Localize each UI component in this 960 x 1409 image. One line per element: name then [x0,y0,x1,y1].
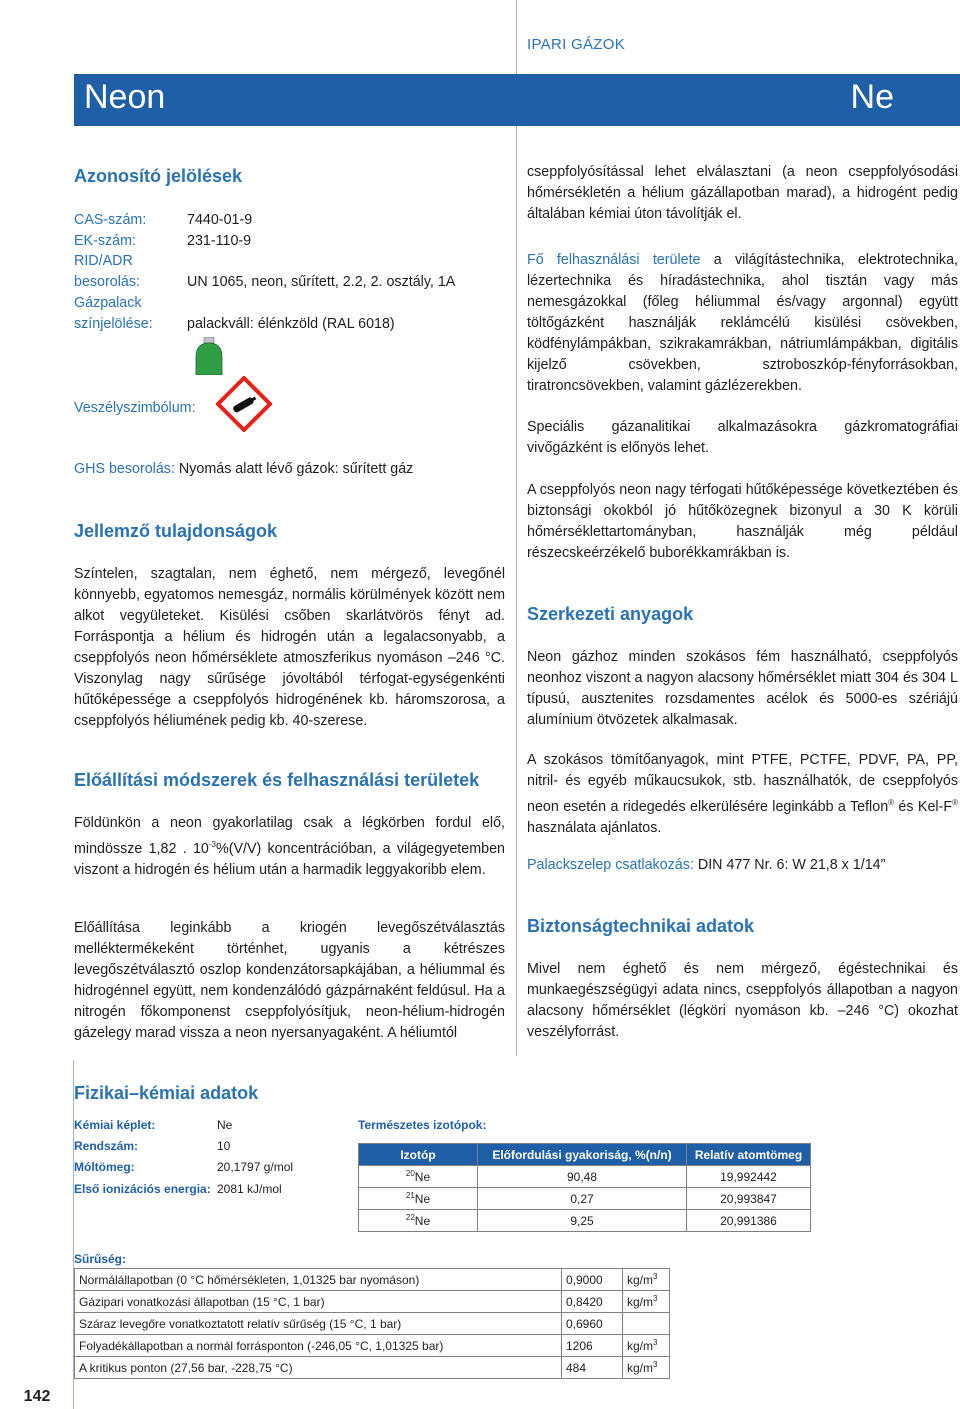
density-value: 0,8420 [562,1291,623,1313]
element-symbol: Ne [850,78,894,116]
density-condition: A kritikus ponton (27,56 bar, -228,75 °C) [75,1357,562,1379]
density-condition: Gázipari vonatkozási állapotban (15 °C, 1 bar) [75,1291,562,1313]
column-divider-line [516,126,517,1056]
density-value: 1206 [562,1335,623,1357]
density-table [74,1268,670,1379]
gas-cylinder-hazard-icon [216,376,272,432]
density-condition: Normálállapotban (0 °C hőmérsékleten, 1,01325 bar nyomáson) [75,1269,562,1291]
formula-label: Kémiai képlet: [74,1118,156,1132]
right-paragraph-3: Speciális gázanalitikai alkalmazásokra gázkromatográfiai vivőgázként is előnyös lehet. [527,419,958,456]
rid-label: RID/ADR [74,253,133,269]
density-title: Sűrűség: [74,1252,127,1266]
gaz-label: Gázpalack [74,295,142,311]
cas-value: 7440-01-9 [187,212,253,228]
density-unit [623,1335,670,1357]
cylinder-shoulder-icon [188,337,230,375]
teflon-reg: ® [888,798,895,807]
table-row [75,1269,670,1291]
isotope-cell [359,1166,478,1188]
right-paragraph-4: A cseppfolyós neon nagy térfogati hűtőképessége következtében és biztonsági okokból jó hűtőközegnek bizonyul a 30 K körüli hőmérséklettartományban, használják még például részecskeérzékelő buborékkamrákban is. [527,482,958,561]
props-heading: Jellemző tulajdonságok [74,521,278,541]
unit-exp: 3 [653,1294,658,1303]
molar-value: 20,1797 g/mol [217,1160,294,1174]
table-row [75,1335,670,1357]
atomic-value: 10 [217,1139,231,1153]
isotope-symbol: Ne [414,1214,431,1228]
molar-label: Móltömeg: [74,1160,135,1174]
ident-heading: Azonosító jelölések [74,166,243,186]
relative-mass-cell: 20,991386 [687,1210,811,1232]
ionization-value: 2081 kJ/mol [217,1182,282,1196]
production-paragraph-1 [74,813,505,881]
iso-col-isotope: Izotóp [359,1144,478,1166]
hazard-label: Veszélyszimbólum: [74,400,196,416]
density-unit [623,1291,670,1313]
page-number: 142 [23,1388,51,1405]
right-paragraph-5: Neon gázhoz minden szokásos fém használható, cseppfolyós neonhoz viszont a nagyon alacsony hőmérséklet miatt 304 és 304 L típusú, ausztenites rozsdamentes acélok és 5000-es szériájú alumínium ötvözetek alkalmasak. [527,649,958,728]
mass-number: 20 [405,1169,415,1178]
table-row [75,1357,670,1379]
density-value: 0,6960 [562,1313,623,1335]
table-row [359,1166,811,1188]
table-row [75,1291,670,1313]
density-value: 0,9000 [562,1269,623,1291]
ek-label: EK-szám: [74,233,136,249]
gaz-label-2: színjelölése: [74,316,153,332]
density-value: 484 [562,1357,623,1379]
seal-text-a: A szokásos tömítőanyagok, mint PTFE, PCTFE, PDVF, PA, PP, nitril- és egyéb műkaucsukok, stb. használhatók, de cseppfolyós neon esetén a ridegedés elkerülésére leginkább a Teflon [527,752,958,815]
kelf-reg: ® [952,798,958,807]
safety-heading: Biztonságtechnikai adatok [527,916,755,936]
production-p1-a: Földünkön a neon gyakorlatilag csak a légkörben fordul elő, mindössze 1,82 [74,815,505,857]
mass-number: 21 [405,1191,415,1200]
struct-heading: Szerkezeti anyagok [527,604,694,624]
abundance-cell: 90,48 [478,1166,687,1188]
rid-label-2: besorolás: [74,274,140,290]
table-row [359,1188,811,1210]
right-paragraph-6 [527,750,958,839]
production-p1-b: %(V/V) koncentrációban, a világegyetemben viszont a hidrogén és hélium után a harmadik leggyakoribb elem. [74,840,505,878]
category-label: IPARI GÁZOK [527,36,626,53]
production-paragraph-2: Előállítása leginkább a kriogén levegőszétválasztás melléktermékeként történhet, ugyanis a kétrészes levegőszétválasztó oszlop kondenzátorsapkájában, a héliummal és hidrogénnel együtt, nem kondenzálódó gázpárnaként feldúsul. Ha a nitrogén főkomponenst cseppfolyósítjuk, neon-hélium-hidrogén gázelegy marad vissza a neon nyersanyagaként. A héliumtól [74,920,505,1041]
isotopes-table [358,1143,811,1232]
production-p1-exp: -3 [208,840,216,849]
atomic-label: Rendszám: [74,1139,139,1153]
ghs-row [74,461,413,477]
isotopes-header-row [359,1144,811,1166]
iso-col-abundance: Előfordulási gyakoriság, %(n/n) [478,1144,687,1166]
valve-value: DIN 477 Nr. 6: W 21,8 x 1/14” [693,857,886,873]
seal-text-b: és Kel-F [894,798,953,815]
props-text: Színtelen, szagtalan, nem éghető, nem mérgező, levegőnél könnyebb, egyatomos nemesgáz, normális körülmények között nem alkot vegyületeket. Kisülési csőben skarlátvörös fényt ad. Forráspontja a hélium és hidrogén után a legalacsonyabb, a cseppfolyós neon hőmérséklete atmoszferikus nyomáson –246 °C. Viszonylag nagy sűrűsége jóvoltából térfogat-egységenkénti hűtőképessége a cseppfolyós hidrogénének kb. háromszorosa, a cseppfolyós héliumének pedig kb. 40-szerese. [74,566,505,729]
valve-label: Palackszelep csatlakozás: [527,857,694,873]
physical-heading: Fizikai–kémiai adatok [74,1083,259,1103]
mass-number: 22 [405,1213,415,1222]
right-paragraph-1: cseppfolyósítással lehet elválasztani (a neon cseppfolyósodási hőmérsékletén a hélium gázállapotban marad), a hidrogént pedig általában kémiai úton távolítják el. [527,164,958,222]
seal-text-c: használata ajánlatos. [527,819,662,836]
relative-mass-cell: 19,992442 [687,1166,811,1188]
valve-row [527,855,958,876]
cas-label: CAS-szám: [74,212,147,228]
isotope-cell [359,1210,478,1232]
usage-lead: Fő felhasználási területe [527,252,701,268]
gaz-value: palackváll: élénkzöld (RAL 6018) [187,316,395,332]
unit-text: kg/m [627,1361,654,1375]
density-condition: Száraz levegőre vonatkoztatott relatív sűrűség (15 °C, 1 bar) [75,1313,562,1335]
ionization-label: Első ionizációs energia: [74,1182,211,1196]
production-p1-exp-base: . 10 [176,840,209,857]
ghs-value: Nyomás alatt lévő gázok: sűrített gáz [178,461,414,477]
isotope-symbol: Ne [414,1170,431,1184]
table-row [75,1313,670,1335]
title-bar [74,74,960,126]
unit-text: kg/m [627,1273,654,1287]
table-row [359,1210,811,1232]
right-paragraph-7: Mivel nem éghető és nem mérgező, égéstechnikai és munkaegészségügyi adata nincs, cseppfolyós állapotban a nagyon alacsony hőmérséklet (légköri nyomáson kb. –246 °C) okozhat veszélyforrást. [527,961,958,1040]
ek-value: 231-110-9 [187,233,252,249]
isotope-symbol: Ne [414,1192,431,1206]
density-condition: Folyadékállapotban a normál forrásponton (-246,05 °C, 1,01325 bar) [75,1335,562,1357]
rid-value: UN 1065, neon, sűrített, 2.2, 2. osztály, 1A [187,274,456,290]
ghs-label: GHS besorolás: [74,461,175,477]
unit-exp: 3 [653,1360,658,1369]
unit-text: kg/m [627,1339,654,1353]
production-heading: Előállítási módszerek és felhasználási területek [74,770,480,790]
formula-value: Ne [217,1118,233,1132]
isotopes-title: Természetes izotópok: [358,1118,487,1132]
abundance-cell: 9,25 [478,1210,687,1232]
unit-text: kg/m [627,1295,654,1309]
density-unit [623,1357,670,1379]
page-title: Neon [84,78,166,116]
usage-text: a világítástechnika, elektrotechnika, lézertechnika és híradástechnika, ahol tisztán vagy más nemesgázokkal (főleg héliummal és/vagy argonnal) együtt töltőgázként használják reklámcélú kisülési csövekben, ködfénylámpákban, szikrakamrákban, nátriumlámpákban, digitális kijelző csövekben, sztroboszkóp-fényforrásokban, tiratroncsövekben, valamint gázlézerekben. [527,252,958,394]
unit-exp: 3 [653,1272,658,1281]
right-paragraph-2 [527,250,958,397]
density-unit [623,1269,670,1291]
unit-exp: 3 [653,1338,658,1347]
isotope-cell [359,1188,478,1210]
relative-mass-cell: 20,993847 [687,1188,811,1210]
header-divider-line [516,0,517,74]
iso-col-mass: Relatív atomtömeg [687,1144,811,1166]
density-unit [623,1313,670,1335]
abundance-cell: 0,27 [478,1188,687,1210]
